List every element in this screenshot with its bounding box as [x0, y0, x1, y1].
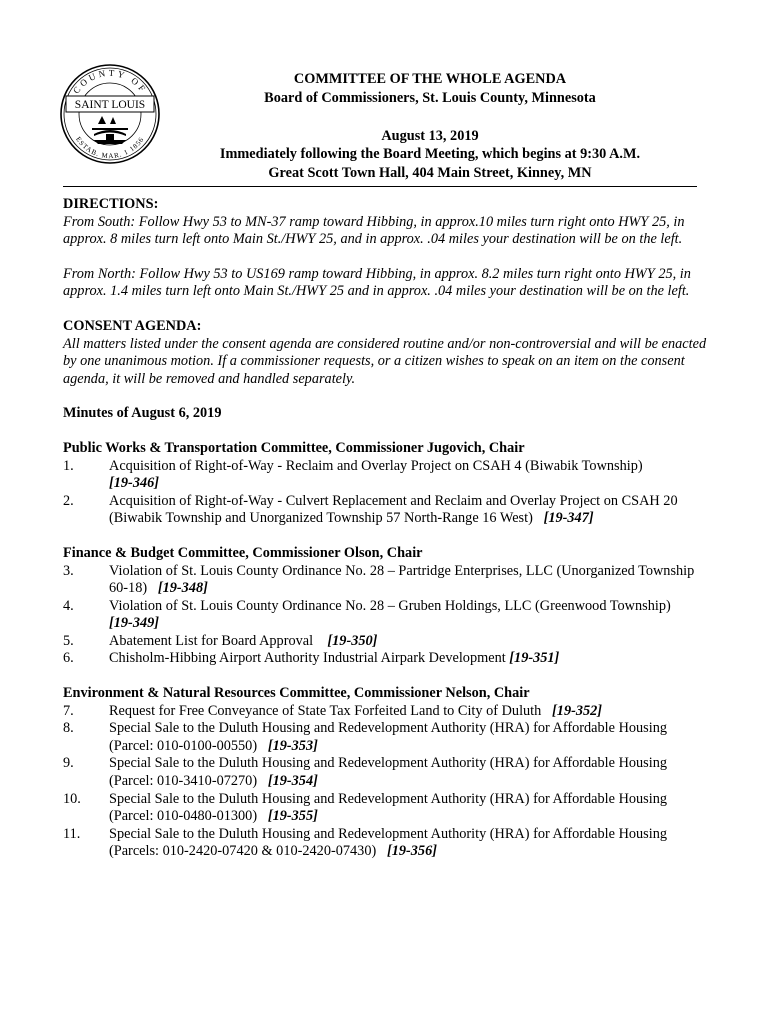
item-text — [109, 493, 713, 528]
item-reference: [19-346] — [109, 475, 160, 492]
seal-ring-top-text: COUNTY OF — [70, 67, 150, 96]
item-text — [109, 720, 713, 755]
item-reference: [19-355] — [267, 808, 318, 825]
committee-heading: Environment & Natural Resources Committee, Commissioner Nelson, Chair — [63, 685, 530, 702]
item-text — [109, 633, 713, 651]
agenda-item — [63, 826, 713, 861]
consent-heading: CONSENT AGENDA: — [63, 317, 202, 334]
item-number: 5. — [63, 632, 74, 649]
agenda-item — [63, 650, 713, 668]
committee-heading: Finance & Budget Committee, Commissioner Olson, Chair — [63, 544, 423, 561]
committee-heading: Public Works & Transportation Committee, Commissioner Jugovich, Chair — [63, 439, 525, 456]
seal-scene-icon — [92, 116, 128, 144]
item-number: 10. — [63, 790, 81, 807]
item-number: 9. — [63, 755, 74, 772]
county-seal-logo — [58, 62, 162, 166]
item-description: Request for Free Conveyance of State Tax Forfeited Land to City of Duluth — [109, 702, 542, 719]
agenda-list — [63, 458, 713, 528]
item-reference: [19-347] — [543, 510, 594, 527]
agenda-title: COMMITTEE OF THE WHOLE AGENDA — [293, 71, 567, 87]
item-number: 2. — [63, 492, 74, 509]
item-text — [109, 563, 713, 598]
agenda-item — [63, 703, 713, 721]
item-number: 8. — [63, 720, 74, 737]
item-number: 11. — [63, 825, 81, 842]
agenda-item — [63, 755, 713, 790]
item-description: Chisholm-Hibbing Airport Authority Industrial Airpark Development — [109, 650, 506, 667]
item-text — [109, 458, 713, 493]
directions-south: From South: Follow Hwy 53 to MN-37 ramp toward Hibbing, in approx.10 miles turn right onto HWY 25, in approx. 8 miles turn left onto Main St./HWY 25, and in approx. .04 miles your destination will be on the left. — [63, 213, 685, 248]
agenda-list — [63, 563, 713, 669]
item-reference: [19-356] — [386, 843, 437, 860]
header-divider — [63, 186, 697, 187]
seal-name: SAINT LOUIS — [74, 99, 146, 111]
agenda-item — [63, 598, 713, 633]
directions-north: From North: Follow Hwy 53 to US169 ramp toward Hibbing, in approx. 8.2 miles turn right onto HWY 25, in approx. 1.4 miles turn left onto Main St./HWY 25 and in approx. .04 miles your destination will be on the left. — [63, 265, 691, 300]
meeting-date: August 13, 2019 — [381, 127, 479, 144]
agenda-item — [63, 791, 713, 826]
item-description: Special Sale to the Duluth Housing and Redevelopment Authority (HRA) for Affordable Housing (Parcel: 010-0480-01300) — [109, 790, 668, 825]
item-description: Abatement List for Board Approval — [109, 632, 314, 649]
agenda-item — [63, 633, 713, 651]
item-reference: [19-351] — [509, 650, 560, 667]
item-description: Special Sale to the Duluth Housing and Redevelopment Authority (HRA) for Affordable Housing (Parcel: 010-0100-00550) — [109, 720, 668, 754]
agenda-item — [63, 458, 713, 493]
item-description: Special Sale to the Duluth Housing and Redevelopment Authority (HRA) for Affordable Housing (Parcel: 010-3410-07270) — [109, 755, 668, 790]
agenda-header — [150, 70, 710, 183]
item-number: 4. — [63, 597, 74, 614]
agenda-item — [63, 493, 713, 528]
item-number: 1. — [63, 457, 74, 474]
item-reference: [19-348] — [157, 580, 208, 597]
agenda-subtitle: Board of Commissioners, St. Louis County, Minnesota — [264, 89, 596, 106]
item-text — [109, 826, 713, 861]
consent-text: All matters listed under the consent agenda are considered routine and/or non-controversial and will be enacted by one unanimous motion. If a commissioner requests, or a citizen wishes to speak on an item on the consent agenda, it will be removed and handled separately. — [63, 335, 707, 387]
item-number: 6. — [63, 650, 74, 667]
item-reference: [19-352] — [552, 702, 603, 719]
meeting-timing: Immediately following the Board Meeting, which begins at 9:30 A.M. — [219, 146, 641, 163]
item-text — [109, 650, 713, 668]
agenda-item — [63, 720, 713, 755]
item-description: Acquisition of Right-of-Way - Culvert Replacement and Reclaim and Overlay Project on CSAH 20 (Biwabik Township and Unorganized Township 57 North-Range 16 West) — [109, 492, 678, 527]
seal-ring-bottom-text: ESTAB. MAR. 1 1856 — [74, 135, 146, 161]
item-description: Violation of St. Louis County Ordinance No. 28 – Partridge Enterprises, LLC (Unorganized Township 60-18) — [109, 562, 695, 597]
item-text — [109, 703, 713, 721]
agenda-item — [63, 563, 713, 598]
item-number: 3. — [63, 562, 74, 579]
meeting-location: Great Scott Town Hall, 404 Main Street, Kinney, MN — [268, 165, 592, 182]
agenda-body — [63, 196, 713, 861]
item-reference: [19-349] — [109, 615, 160, 632]
svg-text:COUNTY OF — [71, 68, 149, 96]
item-text — [109, 791, 713, 826]
item-reference: [19-353] — [267, 737, 318, 754]
item-reference: [19-350] — [327, 632, 378, 649]
directions-heading: DIRECTIONS: — [63, 196, 159, 212]
item-description: Acquisition of Right-of-Way - Reclaim and Overlay Project on CSAH 4 (Biwabik Township) — [109, 457, 643, 474]
item-number: 7. — [63, 702, 74, 719]
item-text — [109, 598, 713, 633]
item-description: Violation of St. Louis County Ordinance No. 28 – Gruben Holdings, LLC (Greenwood Township) — [109, 597, 671, 614]
item-reference: [19-354] — [267, 773, 318, 790]
minutes-line: Minutes of August 6, 2019 — [63, 405, 222, 422]
item-text — [109, 755, 713, 790]
item-description: Special Sale to the Duluth Housing and Redevelopment Authority (HRA) for Affordable Housing (Parcels: 010-2420-07420 & 010-2420-07430) — [109, 825, 668, 860]
agenda-list — [63, 703, 713, 861]
